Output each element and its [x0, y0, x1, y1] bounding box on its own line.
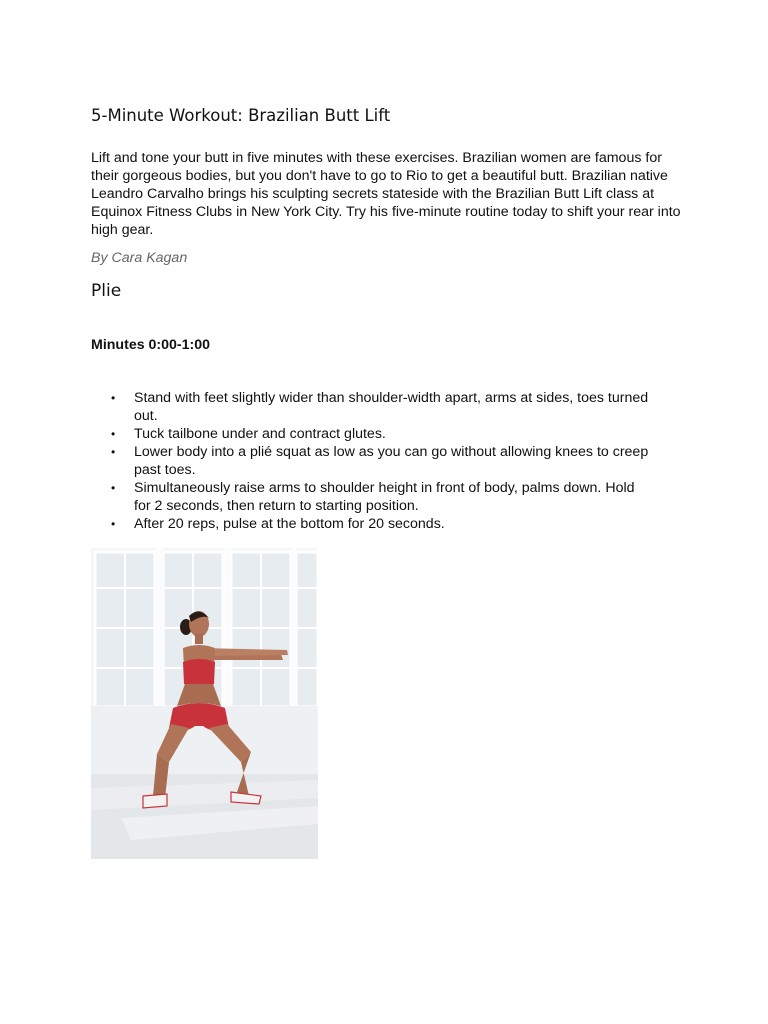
- bullet-icon: •: [111, 391, 116, 405]
- exercise-steps: [91, 389, 651, 533]
- article-title: 5-Minute Workout: Brazilian Butt Lift: [91, 106, 391, 125]
- list-item: [91, 389, 651, 425]
- bullet-icon: •: [111, 427, 116, 441]
- exercise-minutes: Minutes 0:00-1:00: [91, 337, 211, 353]
- bullet-icon: •: [111, 517, 116, 531]
- step-text: Lower body into a plié squat as low as you can go without allowing knees to creep past toes.: [134, 444, 649, 478]
- bullet-icon: •: [111, 481, 116, 495]
- article-intro: Lift and tone your butt in five minutes with these exercises. Brazilian women are famous for their gorgeous bodies, but you don't have to go to Rio to get a beautiful butt. Brazilian native Leandro Carvalho brings his sculpting secrets stateside with the Brazilian Butt Lift class at Equinox Fitness Clubs in New York City. Try his five-minute routine today to shift your rear into high gear.: [91, 150, 681, 238]
- step-text: After 20 reps, pulse at the bottom for 20 seconds.: [134, 516, 445, 532]
- step-text: Stand with feet slightly wider than shoulder-width apart, arms at sides, toes turned out.: [134, 390, 649, 424]
- list-item: [91, 515, 651, 533]
- list-item: [91, 425, 651, 443]
- list-item: [91, 443, 651, 479]
- article-byline: By Cara Kagan: [91, 250, 188, 266]
- step-text: Tuck tailbone under and contract glutes.: [134, 426, 386, 442]
- bullet-icon: •: [111, 445, 116, 459]
- list-item: [91, 479, 651, 515]
- exercise-title: Plie: [91, 281, 122, 301]
- exercise-photo: [91, 548, 318, 859]
- plie-squat-illustration: [91, 548, 318, 859]
- step-text: Simultaneously raise arms to shoulder height in front of body, palms down. Hold for 2 seconds, then return to starting position.: [134, 480, 635, 514]
